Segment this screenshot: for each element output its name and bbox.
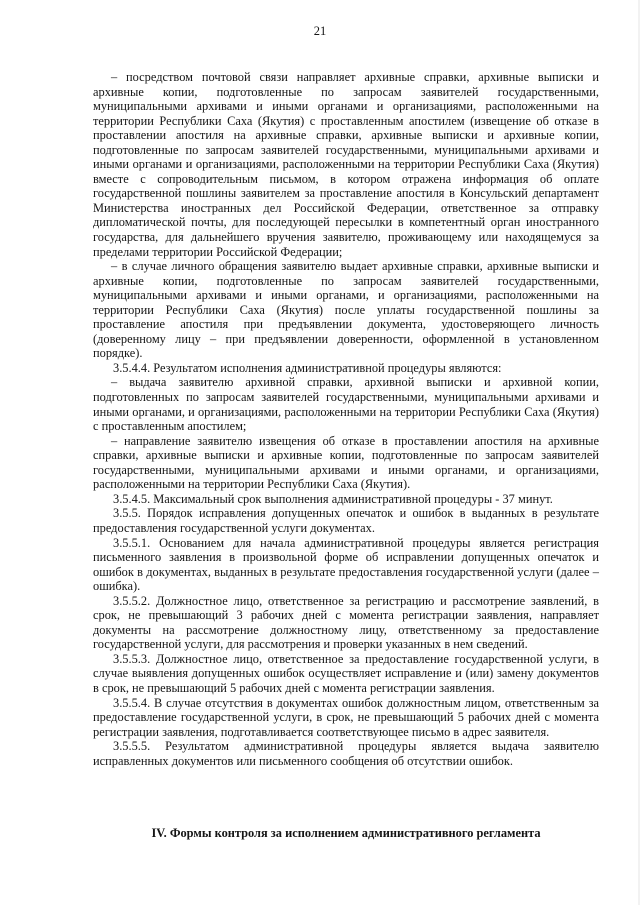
paragraph: – направление заявителю извещения об отказе в проставлении апостиля на архивные справки, архивные выписки и архивные копии, подготовленные по запросам заявителей государственными, муниципальными архивами и иными органами, и организациями, расположенными на территории Республики Саха (Якутия). [93,433,599,492]
section-heading: IV. Формы контроля за исполнением административного регламента [151,826,541,840]
paragraph: 3.5.5.1. Основанием для начала административной процедуры является регистрация письменного заявления в произвольной форме об исправлении допущенных опечаток и ошибок в документах, выданных в результате предоставления государственной услуги (далее – ошибка). [93,535,599,594]
page-number: 21 [313,24,327,38]
paragraph: 3.5.4.4. Результатом исполнения административной процедуры являются: [113,360,502,375]
paragraph: – посредством почтовой связи направляет архивные справки, архивные выписки и архивные копии, подготовленные по запросам заявителей государственными, муниципальными архивами и иными органами и организациями, расположенными на территории Республики Саха (Якутия) с проставленным апостилем (извещение об отказе в проставлении апостиля на архивные справки, архивные выписки и архивные копии, подготовленные по запросам заявителей государственными, муниципальными архивами и иными органами и организациями, расположенными на территории Республики Саха (Якутия) вместе с сопроводительным письмом, в котором отражена информация об оплате государственной пошлины заявителем за проставление апостиля в Консульский департамент Министерства иностранных дел Российской Федерации, ответственное за отправку дипломатической почты, для последующей пересылки в компетентный орган иностранного государства, для дальнейшего вручения заявителю, проживающему или находящемуся за пределами территории Российской Федерации; [93,70,599,259]
paragraph: 3.5.4.5. Максимальный срок выполнения административной процедуры - 37 минут. [113,491,553,506]
paragraph: 3.5.5.4. В случае отсутствия в документах ошибок должностным лицом, ответственным за предоставление государственной услуги, в срок, не превышающий 5 рабочих дней с момента регистрации заявления, подготавливается соответствующее письмо в адрес заявителя. [93,695,599,739]
paragraph: 3.5.5. Порядок исправления допущенных опечаток и ошибок в выданных в результате предоставления государственной услуги документах. [93,506,599,535]
paragraph: – выдача заявителю архивной справки, архивной выписки и архивной копии, подготовленных по запросам заявителей государственными, муниципальными архивами и иными органами, и организациями, расположенными на территории Республики Саха (Якутия) с проставленным апостилем; [93,375,599,434]
body-text [93,70,599,768]
paragraph: 3.5.5.2. Должностное лицо, ответственное за регистрацию и рассмотрение заявлений, в срок, не превышающий 3 рабочих дней с момента регистрации заявления, направляет документы на рассмотрение должностному лицу, ответственному за предоставление государственной услуги, для рассмотрения и проверки указанных в нем сведений. [93,593,599,652]
paragraph: – в случае личного обращения заявителю выдает архивные справки, архивные выписки и архивные копии, подготовленные по запросам заявителей государственными, муниципальными архивами и иными органами, и организациями, расположенными на территории Республики Саха (Якутия) после уплаты государственной пошлины за проставление апостиля при предъявлении документа, удостоверяющего личность (доверенному лицу – при предъявлении доверенности, оформленной в установленном порядке). [93,259,599,361]
paragraph: 3.5.5.3. Должностное лицо, ответственное за предоставление государственной услуги, в случае выявления допущенных ошибок осуществляет исправление и (или) замену документов в срок, не превышающий 5 рабочих дней с момента регистрации заявления. [93,651,599,695]
paragraph: 3.5.5.5. Результатом административной процедуры является выдача заявителю исправленных документов или письменного сообщения об отсутствии ошибок. [93,739,599,768]
